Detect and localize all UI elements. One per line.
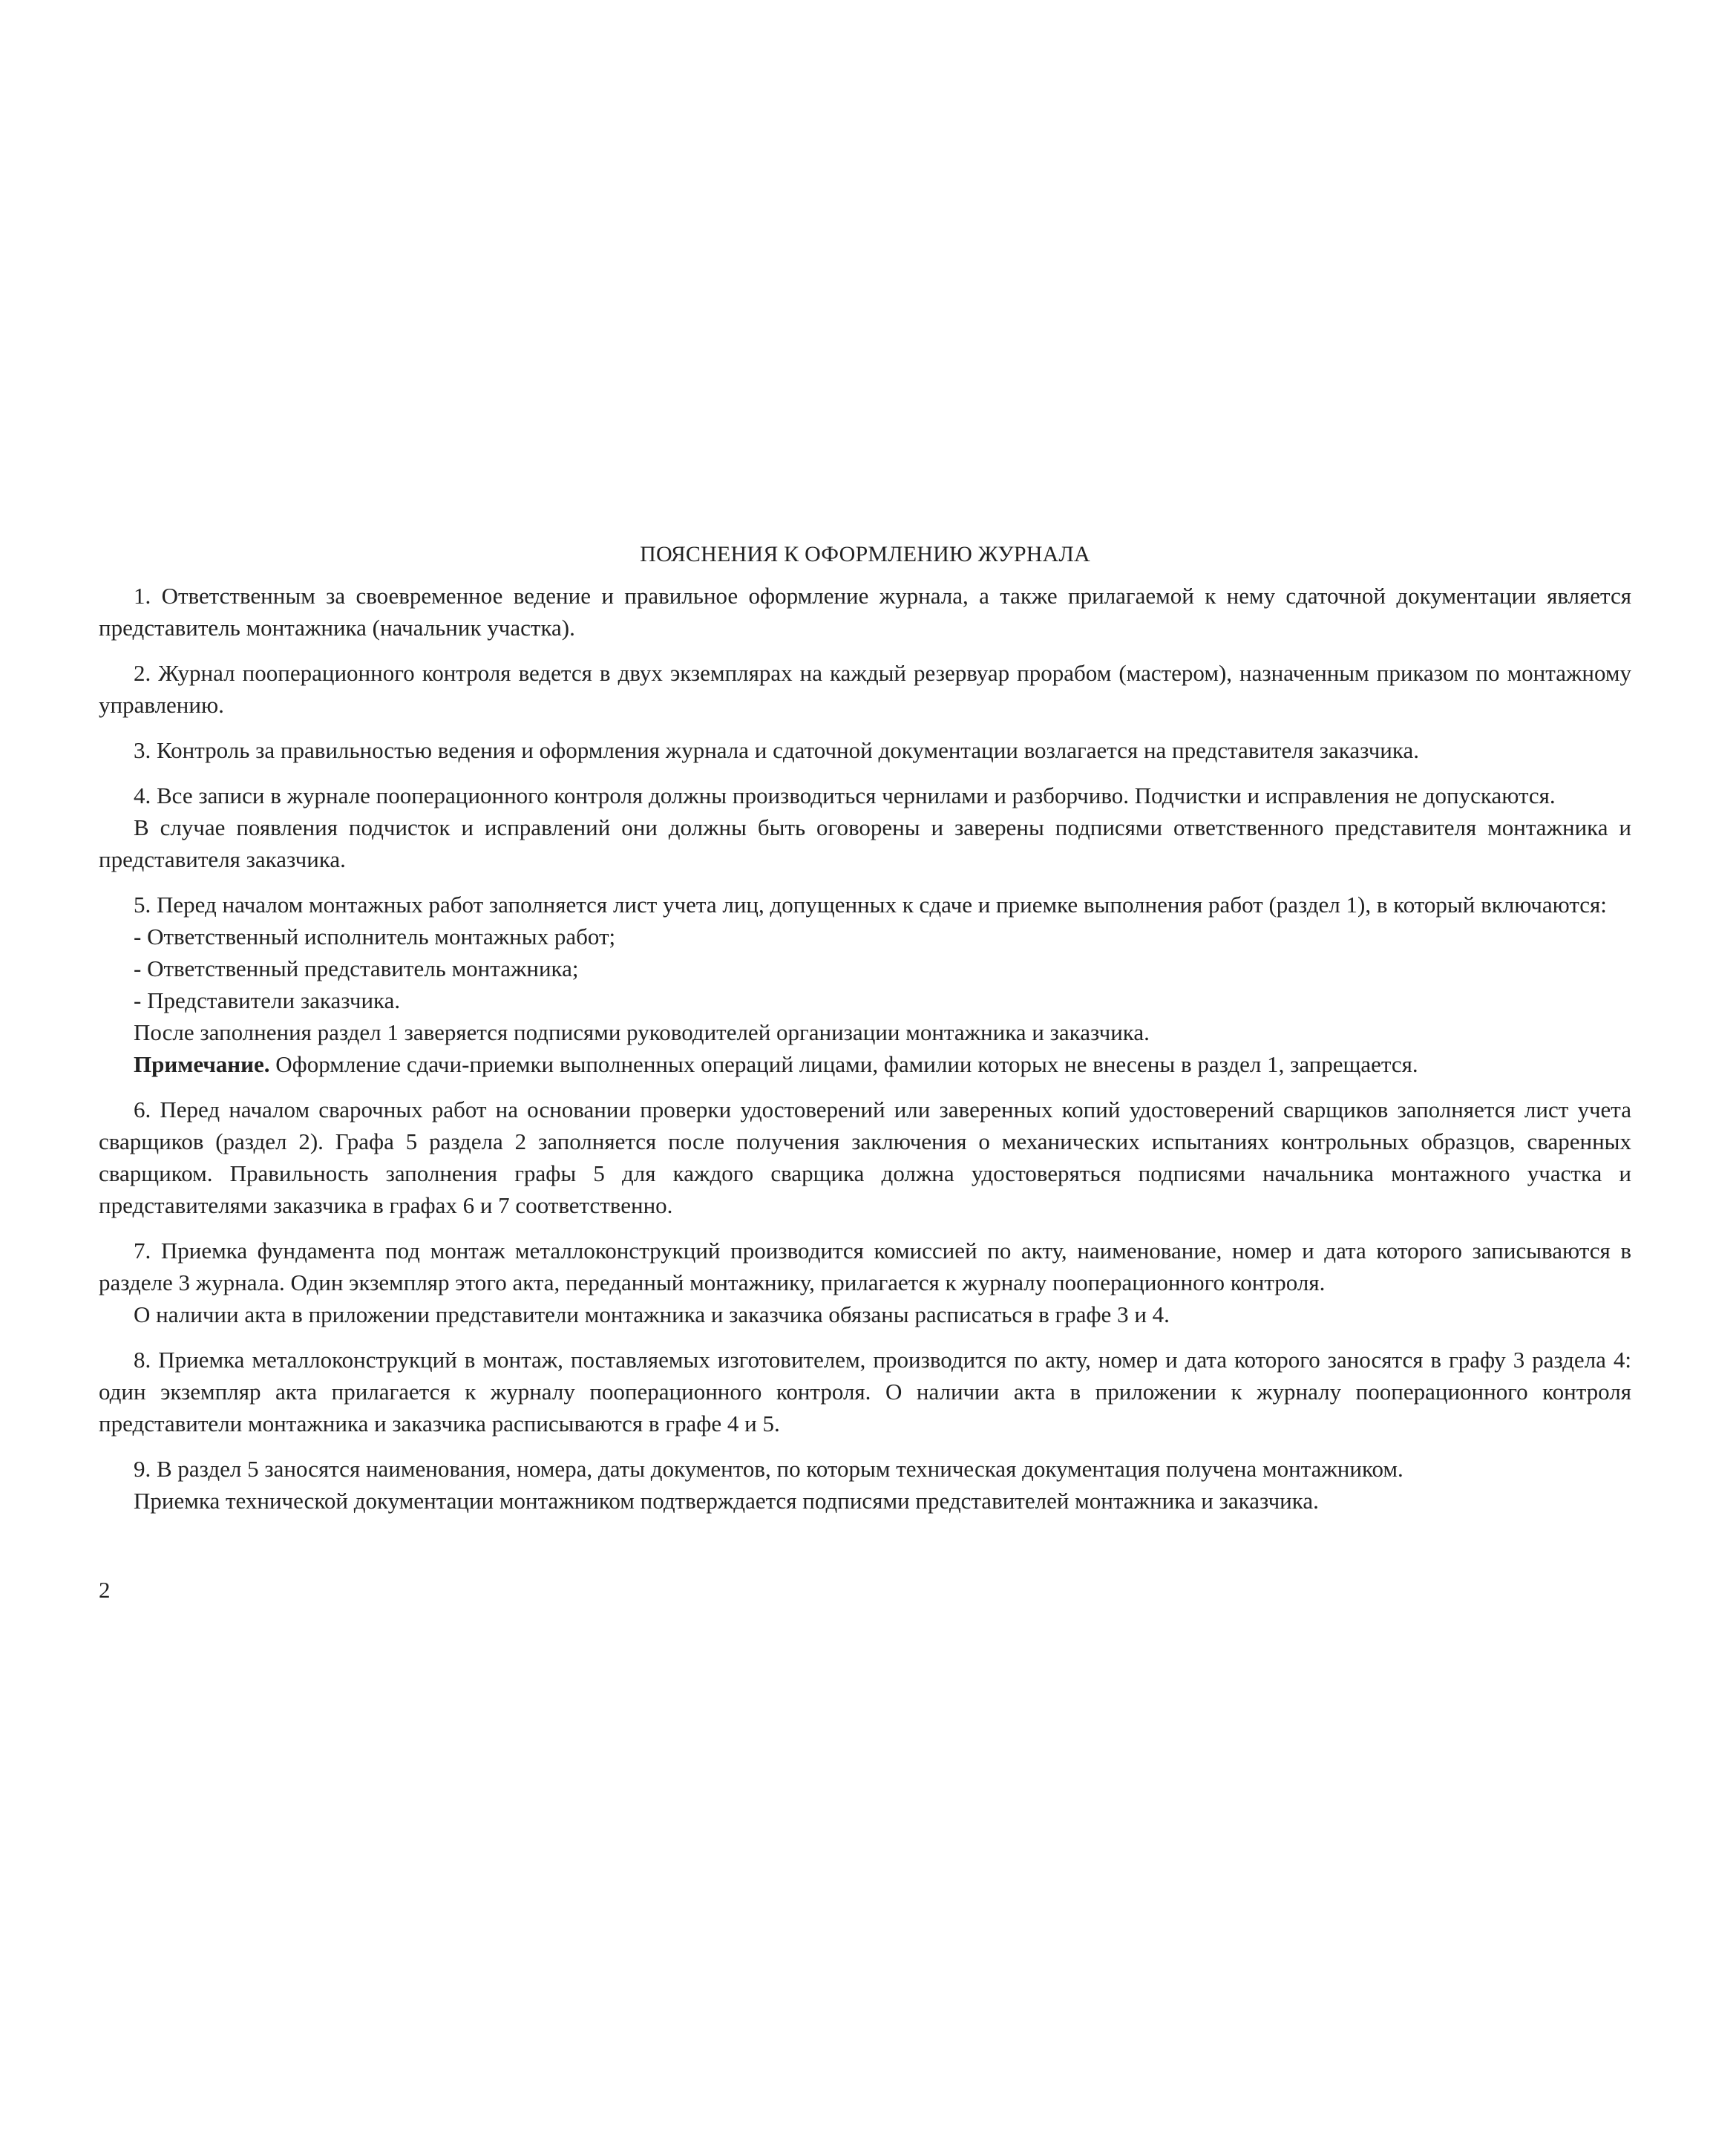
- section-5: [99, 889, 1631, 1080]
- paragraph-7: 7. Приемка фундамента под монтаж металлоконструкций производится комиссией по акту, наименование, номер и дата которого записываются в разделе 3 журнала. Один экземпляр этого акта, переданный монтажнику, прилагается к журналу пооперационного контроля.: [99, 1238, 1631, 1295]
- section-3: [99, 734, 1631, 766]
- section-8: [99, 1344, 1631, 1439]
- document-body: [99, 538, 1631, 1530]
- paragraph-5-continued: После заполнения раздел 1 заверяется подписями руководителей организации монтажника и заказчика.: [134, 1019, 1150, 1045]
- paragraph-2: 2. Журнал пооперационного контроля ведется в двух экземплярах на каждый резервуар прорабом (мастером), назначенным приказом по монтажному управлению.: [99, 660, 1631, 718]
- paragraph-8: 8. Приемка металлоконструкций в монтаж, поставляемых изготовителем, производится по акту, номер и дата которого заносятся в графу 3 раздела 4: один экземпляр акта прилагается к журналу пооперационного контроля. О наличии акта в приложении к журналу пооперационного контроля представители монтажника и заказчика расписываются в графе 4 и 5.: [99, 1347, 1631, 1437]
- note-text: Оформление сдачи-приемки выполненных операций лицами, фамилии которых не внесены в раздел 1, запрещается.: [269, 1051, 1418, 1077]
- paragraph-9: 9. В раздел 5 заносятся наименования, номера, даты документов, по которым техническая документация получена монтажником.: [134, 1456, 1403, 1482]
- paragraph-4-continued: В случае появления подчисток и исправлений они должны быть оговорены и заверены подписями ответственного представителя монтажника и представителя заказчика.: [99, 814, 1631, 872]
- section-6: [99, 1094, 1631, 1221]
- paragraph-3: 3. Контроль за правильностью ведения и оформления журнала и сдаточной документации возлагается на представителя заказчика.: [134, 737, 1419, 763]
- paragraph-1: 1. Ответственным за своевременное ведение и правильное оформление журнала, а также прилагаемой к нему сдаточной документации является представитель монтажника (начальник участка).: [99, 583, 1631, 641]
- paragraph-5: 5. Перед началом монтажных работ заполняется лист учета лиц, допущенных к сдаче и приемке выполнения работ (раздел 1), в который включаются:: [134, 892, 1607, 918]
- page-number: 2: [99, 1577, 111, 1603]
- list-item-customer-reps: - Представители заказчика.: [134, 987, 401, 1013]
- paragraph-6: 6. Перед началом сварочных работ на основании проверки удостоверений или заверенных копий удостоверений сварщиков заполняется лист учета сварщиков (раздел 2). Графа 5 раздела 2 заполняется после получения заключения о механических испытаниях контрольных образцов, сваренных сварщиком. Правильность заполнения графы 5 для каждого сварщика должна удостоверяться подписями начальника монтажного участка и представителями заказчика в графах 6 и 7 соответственно.: [99, 1096, 1631, 1218]
- list-item-installer-rep: - Ответственный представитель монтажника;: [134, 955, 579, 981]
- document-title: ПОЯСНЕНИЯ К ОФОРМЛЕНИЮ ЖУРНАЛА: [640, 542, 1090, 566]
- section-9: [99, 1453, 1631, 1517]
- list-item-executor: - Ответственный исполнитель монтажных работ;: [134, 924, 616, 950]
- section-1: [99, 580, 1631, 644]
- section-4: [99, 780, 1631, 875]
- paragraph-4: 4. Все записи в журнале пооперационного контроля должны производиться чернилами и разборчиво. Подчистки и исправления не допускаются.: [134, 782, 1556, 808]
- section-2: [99, 657, 1631, 721]
- note-paragraph: [99, 1048, 1631, 1080]
- paragraph-9-continued: Приемка технической документации монтажником подтверждается подписями представителей монтажника и заказчика.: [134, 1488, 1319, 1514]
- note-label: Примечание.: [134, 1051, 270, 1077]
- section-7: [99, 1235, 1631, 1330]
- paragraph-7-continued: О наличии акта в приложении представители монтажника и заказчика обязаны расписаться в графе 3 и 4.: [134, 1301, 1170, 1327]
